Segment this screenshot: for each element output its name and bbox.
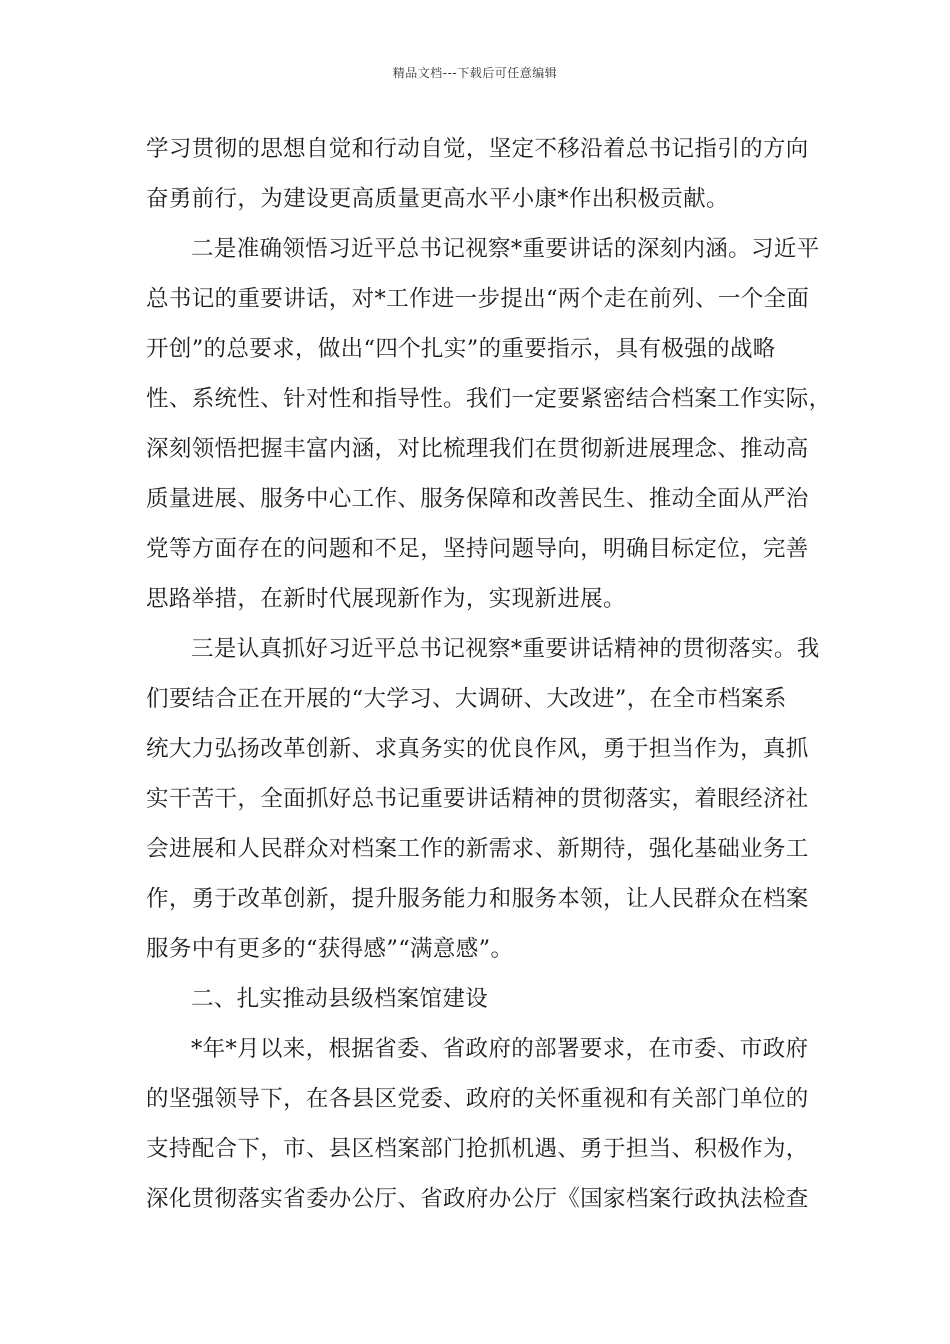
text-line: 支持配合下，市、县区档案部门抢抓机遇、勇于担当、积极作为， <box>146 1136 809 1162</box>
text-line: 性、系统性、针对性和指导性。我们一定要紧密结合档案工作实际， <box>146 386 832 412</box>
text-line: 服务中有更多的“获得感”“满意感”。 <box>146 936 514 962</box>
paragraph-start-line: *年*月以来，根据省委、省政府的部署要求，在市委、市政府 <box>191 1036 809 1062</box>
text-line: 会进展和人民群众对档案工作的新需求、新期待，强化基础业务工 <box>146 836 809 862</box>
text-line: 总书记的重要讲话，对*工作进一步提出“两个走在前列、一个全面 <box>146 286 810 312</box>
section-heading: 二、扎实推动县级档案馆建设 <box>191 986 489 1012</box>
text-line: 深化贯彻落实省委办公厅、省政府办公厅《国家档案行政执法检查 <box>146 1186 809 1212</box>
text-line: 统大力弘扬改革创新、求真务实的优良作风，勇于担当作为，真抓 <box>146 736 809 762</box>
text-line: 深刻领悟把握丰富内涵，对比梳理我们在贯彻新进展理念、推动高 <box>146 436 809 462</box>
text-line: 学习贯彻的思想自觉和行动自觉，坚定不移沿着总书记指引的方向 <box>146 136 809 162</box>
text-line: 实干苦干，全面抓好总书记重要讲话精神的贯彻落实，着眼经济社 <box>146 786 809 812</box>
text-line: 奋勇前行，为建设更高质量更高水平小康*作出积极贡献。 <box>146 186 729 212</box>
text-line: 的坚强领导下，在各县区党委、政府的关怀重视和有关部门单位的 <box>146 1086 809 1112</box>
text-line: 党等方面存在的问题和不足，坚持问题导向，明确目标定位，完善 <box>146 536 809 562</box>
paragraph-start-line: 三是认真抓好习近平总书记视察*重要讲话精神的贯彻落实。我 <box>191 636 820 662</box>
document-body <box>146 124 832 1224</box>
text-line: 开创”的总要求，做出“四个扎实”的重要指示，具有极强的战略 <box>146 336 776 362</box>
text-line: 们要结合正在开展的“大学习、大调研、大改进”，在全市档案系 <box>146 686 787 712</box>
text-line: 质量进展、服务中心工作、服务保障和改善民生、推动全面从严治 <box>146 486 809 512</box>
text-line: 作，勇于改革创新，提升服务能力和服务本领，让人民群众在档案 <box>146 886 809 912</box>
page-header: 精品文档---下载后可任意编辑 <box>392 66 558 80</box>
paragraph-start-line: 二是准确领悟习近平总书记视察*重要讲话的深刻内涵。习近平 <box>191 236 820 262</box>
text-line: 思路举措，在新时代展现新作为，实现新进展。 <box>146 586 626 612</box>
